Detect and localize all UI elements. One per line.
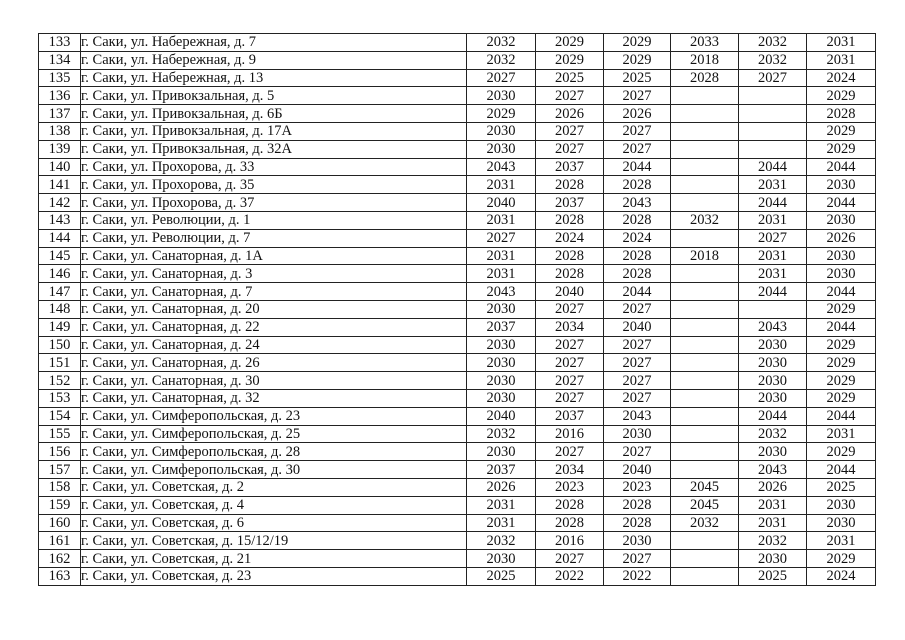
year-cell-1: 2037 xyxy=(467,461,536,479)
year-cell-3: 2028 xyxy=(604,514,671,532)
year-cell-3: 2026 xyxy=(604,105,671,123)
year-cell-6: 2024 xyxy=(807,567,876,585)
year-cell-1: 2031 xyxy=(467,265,536,283)
table-row xyxy=(39,300,876,318)
year-cell-4 xyxy=(671,265,739,283)
year-cell-3: 2030 xyxy=(604,425,671,443)
year-cell-4 xyxy=(671,336,739,354)
year-cell-1: 2031 xyxy=(467,514,536,532)
year-cell-6: 2029 xyxy=(807,389,876,407)
address-cell: г. Саки, ул. Прохорова, д. 35 xyxy=(81,176,467,194)
year-cell-1: 2029 xyxy=(467,105,536,123)
address-cell: г. Саки, ул. Прохорова, д. 33 xyxy=(81,158,467,176)
row-number: 134 xyxy=(39,51,81,69)
year-cell-5: 2030 xyxy=(739,354,807,372)
year-cell-1: 2032 xyxy=(467,532,536,550)
year-cell-5: 2031 xyxy=(739,496,807,514)
year-cell-3: 2044 xyxy=(604,158,671,176)
table-row xyxy=(39,496,876,514)
year-cell-1: 2031 xyxy=(467,176,536,194)
year-cell-1: 2032 xyxy=(467,51,536,69)
year-cell-5: 2044 xyxy=(739,283,807,301)
year-cell-5 xyxy=(739,105,807,123)
year-cell-2: 2022 xyxy=(536,567,604,585)
year-cell-2: 2028 xyxy=(536,514,604,532)
row-number: 161 xyxy=(39,532,81,550)
table-row xyxy=(39,158,876,176)
year-cell-6: 2031 xyxy=(807,425,876,443)
year-cell-1: 2026 xyxy=(467,478,536,496)
year-cell-1: 2030 xyxy=(467,140,536,158)
year-cell-6: 2029 xyxy=(807,550,876,568)
address-cell: г. Саки, ул. Санаторная, д. 32 xyxy=(81,389,467,407)
address-cell: г. Саки, ул. Советская, д. 4 xyxy=(81,496,467,514)
address-cell: г. Саки, ул. Санаторная, д. 24 xyxy=(81,336,467,354)
address-cell: г. Саки, ул. Советская, д. 6 xyxy=(81,514,467,532)
year-cell-2: 2027 xyxy=(536,389,604,407)
year-cell-1: 2040 xyxy=(467,407,536,425)
year-cell-2: 2034 xyxy=(536,461,604,479)
row-number: 154 xyxy=(39,407,81,425)
year-cell-1: 2030 xyxy=(467,389,536,407)
table-row xyxy=(39,51,876,69)
address-cell: г. Саки, ул. Советская, д. 21 xyxy=(81,550,467,568)
year-cell-4 xyxy=(671,194,739,212)
table-row xyxy=(39,407,876,425)
year-cell-5: 2031 xyxy=(739,247,807,265)
table-row xyxy=(39,122,876,140)
year-cell-2: 2016 xyxy=(536,425,604,443)
year-cell-2: 2027 xyxy=(536,300,604,318)
year-cell-5: 2043 xyxy=(739,461,807,479)
year-cell-2: 2026 xyxy=(536,105,604,123)
year-cell-1: 2031 xyxy=(467,211,536,229)
row-number: 138 xyxy=(39,122,81,140)
year-cell-2: 2037 xyxy=(536,194,604,212)
year-cell-5: 2026 xyxy=(739,478,807,496)
year-cell-4: 2018 xyxy=(671,247,739,265)
year-cell-3: 2040 xyxy=(604,318,671,336)
address-cell: г. Саки, ул. Привокзальная, д. 17А xyxy=(81,122,467,140)
year-cell-1: 2030 xyxy=(467,443,536,461)
year-cell-3: 2043 xyxy=(604,194,671,212)
year-cell-5: 2043 xyxy=(739,318,807,336)
table-row xyxy=(39,567,876,585)
year-cell-6: 2044 xyxy=(807,461,876,479)
address-cell: г. Саки, ул. Советская, д. 2 xyxy=(81,478,467,496)
year-cell-2: 2024 xyxy=(536,229,604,247)
year-cell-6: 2030 xyxy=(807,265,876,283)
year-cell-6: 2029 xyxy=(807,443,876,461)
row-number: 156 xyxy=(39,443,81,461)
table-row xyxy=(39,318,876,336)
row-number: 143 xyxy=(39,211,81,229)
address-cell: г. Саки, ул. Набережная, д. 13 xyxy=(81,69,467,87)
table-row xyxy=(39,443,876,461)
year-cell-4 xyxy=(671,389,739,407)
address-cell: г. Саки, ул. Революции, д. 7 xyxy=(81,229,467,247)
year-cell-3: 2040 xyxy=(604,461,671,479)
row-number: 139 xyxy=(39,140,81,158)
year-cell-5 xyxy=(739,87,807,105)
table-row xyxy=(39,354,876,372)
year-cell-1: 2030 xyxy=(467,550,536,568)
year-cell-3: 2030 xyxy=(604,532,671,550)
year-cell-3: 2044 xyxy=(604,283,671,301)
address-cell: г. Саки, ул. Набережная, д. 9 xyxy=(81,51,467,69)
year-cell-6: 2031 xyxy=(807,532,876,550)
year-cell-6: 2030 xyxy=(807,247,876,265)
row-number: 140 xyxy=(39,158,81,176)
row-number: 151 xyxy=(39,354,81,372)
table-row xyxy=(39,105,876,123)
year-cell-2: 2037 xyxy=(536,407,604,425)
year-cell-4 xyxy=(671,532,739,550)
row-number: 153 xyxy=(39,389,81,407)
year-cell-3: 2027 xyxy=(604,354,671,372)
year-cell-4 xyxy=(671,122,739,140)
year-cell-3: 2043 xyxy=(604,407,671,425)
year-cell-4 xyxy=(671,443,739,461)
year-cell-1: 2031 xyxy=(467,496,536,514)
address-cell: г. Саки, ул. Симферопольская, д. 30 xyxy=(81,461,467,479)
year-cell-1: 2030 xyxy=(467,336,536,354)
row-number: 155 xyxy=(39,425,81,443)
year-cell-5: 2032 xyxy=(739,34,807,52)
address-cell: г. Саки, ул. Санаторная, д. 7 xyxy=(81,283,467,301)
row-number: 141 xyxy=(39,176,81,194)
year-cell-1: 2030 xyxy=(467,300,536,318)
year-cell-5: 2030 xyxy=(739,372,807,390)
year-cell-1: 2032 xyxy=(467,34,536,52)
year-cell-5 xyxy=(739,122,807,140)
year-cell-4: 2032 xyxy=(671,514,739,532)
year-cell-2: 2027 xyxy=(536,336,604,354)
year-cell-3: 2027 xyxy=(604,300,671,318)
table-row xyxy=(39,461,876,479)
year-cell-1: 2043 xyxy=(467,283,536,301)
address-cell: г. Саки, ул. Санаторная, д. 26 xyxy=(81,354,467,372)
row-number: 133 xyxy=(39,34,81,52)
year-cell-2: 2029 xyxy=(536,51,604,69)
row-number: 149 xyxy=(39,318,81,336)
year-cell-2: 2027 xyxy=(536,550,604,568)
year-cell-5: 2032 xyxy=(739,425,807,443)
year-cell-4: 2018 xyxy=(671,51,739,69)
row-number: 152 xyxy=(39,372,81,390)
year-cell-5: 2027 xyxy=(739,69,807,87)
table-row xyxy=(39,514,876,532)
row-number: 159 xyxy=(39,496,81,514)
year-cell-4 xyxy=(671,461,739,479)
year-cell-4 xyxy=(671,283,739,301)
year-cell-5 xyxy=(739,140,807,158)
year-cell-3: 2027 xyxy=(604,87,671,105)
year-cell-6: 2029 xyxy=(807,122,876,140)
year-cell-3: 2028 xyxy=(604,265,671,283)
row-number: 163 xyxy=(39,567,81,585)
year-cell-6: 2044 xyxy=(807,407,876,425)
row-number: 135 xyxy=(39,69,81,87)
address-cell: г. Саки, ул. Симферопольская, д. 28 xyxy=(81,443,467,461)
row-number: 142 xyxy=(39,194,81,212)
table-row xyxy=(39,194,876,212)
year-cell-6: 2028 xyxy=(807,105,876,123)
year-cell-5: 2030 xyxy=(739,550,807,568)
table-row xyxy=(39,140,876,158)
address-cell: г. Саки, ул. Санаторная, д. 3 xyxy=(81,265,467,283)
table-row xyxy=(39,283,876,301)
year-cell-2: 2029 xyxy=(536,34,604,52)
year-cell-4 xyxy=(671,567,739,585)
year-cell-1: 2030 xyxy=(467,122,536,140)
year-cell-1: 2025 xyxy=(467,567,536,585)
year-cell-5: 2031 xyxy=(739,514,807,532)
year-cell-6: 2026 xyxy=(807,229,876,247)
year-cell-5: 2044 xyxy=(739,407,807,425)
year-cell-2: 2027 xyxy=(536,443,604,461)
row-number: 162 xyxy=(39,550,81,568)
year-cell-3: 2029 xyxy=(604,34,671,52)
address-cell: г. Саки, ул. Советская, д. 23 xyxy=(81,567,467,585)
year-cell-2: 2027 xyxy=(536,354,604,372)
table-row xyxy=(39,69,876,87)
year-cell-6: 2044 xyxy=(807,318,876,336)
row-number: 160 xyxy=(39,514,81,532)
year-cell-6: 2029 xyxy=(807,354,876,372)
year-cell-3: 2027 xyxy=(604,336,671,354)
year-cell-5: 2030 xyxy=(739,389,807,407)
year-cell-3: 2027 xyxy=(604,372,671,390)
year-cell-4: 2028 xyxy=(671,69,739,87)
address-cell: г. Саки, ул. Симферопольская, д. 25 xyxy=(81,425,467,443)
year-cell-1: 2043 xyxy=(467,158,536,176)
table-row xyxy=(39,336,876,354)
year-cell-3: 2027 xyxy=(604,140,671,158)
row-number: 147 xyxy=(39,283,81,301)
year-cell-3: 2028 xyxy=(604,211,671,229)
year-cell-5: 2031 xyxy=(739,176,807,194)
year-cell-2: 2034 xyxy=(536,318,604,336)
table-row xyxy=(39,265,876,283)
year-cell-6: 2030 xyxy=(807,176,876,194)
year-cell-2: 2027 xyxy=(536,140,604,158)
year-cell-4 xyxy=(671,229,739,247)
year-cell-6: 2030 xyxy=(807,211,876,229)
row-number: 145 xyxy=(39,247,81,265)
table-row xyxy=(39,425,876,443)
year-cell-2: 2040 xyxy=(536,283,604,301)
year-cell-3: 2027 xyxy=(604,550,671,568)
year-cell-4 xyxy=(671,87,739,105)
table-row xyxy=(39,532,876,550)
year-cell-5: 2044 xyxy=(739,158,807,176)
year-cell-1: 2040 xyxy=(467,194,536,212)
year-cell-6: 2044 xyxy=(807,158,876,176)
year-cell-6: 2024 xyxy=(807,69,876,87)
address-cell: г. Саки, ул. Прохорова, д. 37 xyxy=(81,194,467,212)
year-cell-1: 2031 xyxy=(467,247,536,265)
year-cell-1: 2027 xyxy=(467,69,536,87)
year-cell-5: 2030 xyxy=(739,336,807,354)
year-cell-1: 2030 xyxy=(467,354,536,372)
address-cell: г. Саки, ул. Привокзальная, д. 5 xyxy=(81,87,467,105)
table-body xyxy=(39,34,876,586)
year-cell-3: 2027 xyxy=(604,122,671,140)
year-cell-6: 2029 xyxy=(807,336,876,354)
year-cell-2: 2037 xyxy=(536,158,604,176)
year-cell-6: 2029 xyxy=(807,372,876,390)
year-cell-4: 2032 xyxy=(671,211,739,229)
year-cell-4 xyxy=(671,105,739,123)
year-cell-5: 2027 xyxy=(739,229,807,247)
row-number: 146 xyxy=(39,265,81,283)
table-row xyxy=(39,211,876,229)
table-row xyxy=(39,87,876,105)
row-number: 137 xyxy=(39,105,81,123)
address-cell: г. Саки, ул. Набережная, д. 7 xyxy=(81,34,467,52)
table-row xyxy=(39,247,876,265)
year-cell-3: 2023 xyxy=(604,478,671,496)
year-cell-2: 2027 xyxy=(536,122,604,140)
address-cell: г. Саки, ул. Советская, д. 15/12/19 xyxy=(81,532,467,550)
year-cell-1: 2030 xyxy=(467,372,536,390)
year-cell-3: 2025 xyxy=(604,69,671,87)
year-cell-6: 2031 xyxy=(807,34,876,52)
year-cell-4 xyxy=(671,140,739,158)
year-cell-5: 2044 xyxy=(739,194,807,212)
year-cell-6: 2030 xyxy=(807,496,876,514)
year-cell-1: 2037 xyxy=(467,318,536,336)
year-cell-5: 2025 xyxy=(739,567,807,585)
year-cell-2: 2028 xyxy=(536,247,604,265)
year-cell-3: 2028 xyxy=(604,176,671,194)
table-row xyxy=(39,34,876,52)
year-cell-6: 2029 xyxy=(807,87,876,105)
year-cell-3: 2022 xyxy=(604,567,671,585)
row-number: 148 xyxy=(39,300,81,318)
year-cell-5: 2032 xyxy=(739,532,807,550)
year-cell-3: 2027 xyxy=(604,389,671,407)
year-cell-2: 2027 xyxy=(536,372,604,390)
year-cell-6: 2030 xyxy=(807,514,876,532)
address-cell: г. Саки, ул. Революции, д. 1 xyxy=(81,211,467,229)
year-cell-2: 2028 xyxy=(536,176,604,194)
address-cell: г. Саки, ул. Симферопольская, д. 23 xyxy=(81,407,467,425)
year-cell-4 xyxy=(671,372,739,390)
year-cell-2: 2025 xyxy=(536,69,604,87)
year-cell-6: 2031 xyxy=(807,51,876,69)
table-row xyxy=(39,550,876,568)
year-cell-6: 2029 xyxy=(807,140,876,158)
table-row xyxy=(39,372,876,390)
year-cell-3: 2024 xyxy=(604,229,671,247)
year-cell-1: 2032 xyxy=(467,425,536,443)
year-cell-3: 2028 xyxy=(604,247,671,265)
year-cell-6: 2044 xyxy=(807,194,876,212)
year-cell-4 xyxy=(671,176,739,194)
year-cell-2: 2028 xyxy=(536,265,604,283)
year-cell-4 xyxy=(671,300,739,318)
year-cell-2: 2028 xyxy=(536,211,604,229)
year-cell-4 xyxy=(671,158,739,176)
year-cell-6: 2029 xyxy=(807,300,876,318)
table-row xyxy=(39,478,876,496)
year-cell-6: 2025 xyxy=(807,478,876,496)
row-number: 150 xyxy=(39,336,81,354)
year-cell-4 xyxy=(671,407,739,425)
address-cell: г. Саки, ул. Санаторная, д. 22 xyxy=(81,318,467,336)
row-number: 144 xyxy=(39,229,81,247)
year-cell-2: 2027 xyxy=(536,87,604,105)
year-cell-5: 2031 xyxy=(739,211,807,229)
year-cell-2: 2023 xyxy=(536,478,604,496)
row-number: 136 xyxy=(39,87,81,105)
year-cell-2: 2028 xyxy=(536,496,604,514)
address-cell: г. Саки, ул. Привокзальная, д. 32А xyxy=(81,140,467,158)
year-cell-5: 2030 xyxy=(739,443,807,461)
year-cell-5 xyxy=(739,300,807,318)
schedule-table xyxy=(38,33,876,586)
year-cell-4 xyxy=(671,318,739,336)
year-cell-6: 2044 xyxy=(807,283,876,301)
year-cell-2: 2016 xyxy=(536,532,604,550)
address-cell: г. Саки, ул. Санаторная, д. 1А xyxy=(81,247,467,265)
year-cell-3: 2029 xyxy=(604,51,671,69)
year-cell-4 xyxy=(671,550,739,568)
address-cell: г. Саки, ул. Привокзальная, д. 6Б xyxy=(81,105,467,123)
year-cell-4: 2045 xyxy=(671,496,739,514)
year-cell-1: 2030 xyxy=(467,87,536,105)
year-cell-5: 2031 xyxy=(739,265,807,283)
address-cell: г. Саки, ул. Санаторная, д. 30 xyxy=(81,372,467,390)
table-row xyxy=(39,176,876,194)
row-number: 157 xyxy=(39,461,81,479)
row-number: 158 xyxy=(39,478,81,496)
address-cell: г. Саки, ул. Санаторная, д. 20 xyxy=(81,300,467,318)
table-row xyxy=(39,229,876,247)
year-cell-4 xyxy=(671,425,739,443)
year-cell-4: 2045 xyxy=(671,478,739,496)
table-row xyxy=(39,389,876,407)
year-cell-3: 2027 xyxy=(604,443,671,461)
year-cell-4 xyxy=(671,354,739,372)
year-cell-5: 2032 xyxy=(739,51,807,69)
year-cell-3: 2028 xyxy=(604,496,671,514)
year-cell-4: 2033 xyxy=(671,34,739,52)
year-cell-1: 2027 xyxy=(467,229,536,247)
